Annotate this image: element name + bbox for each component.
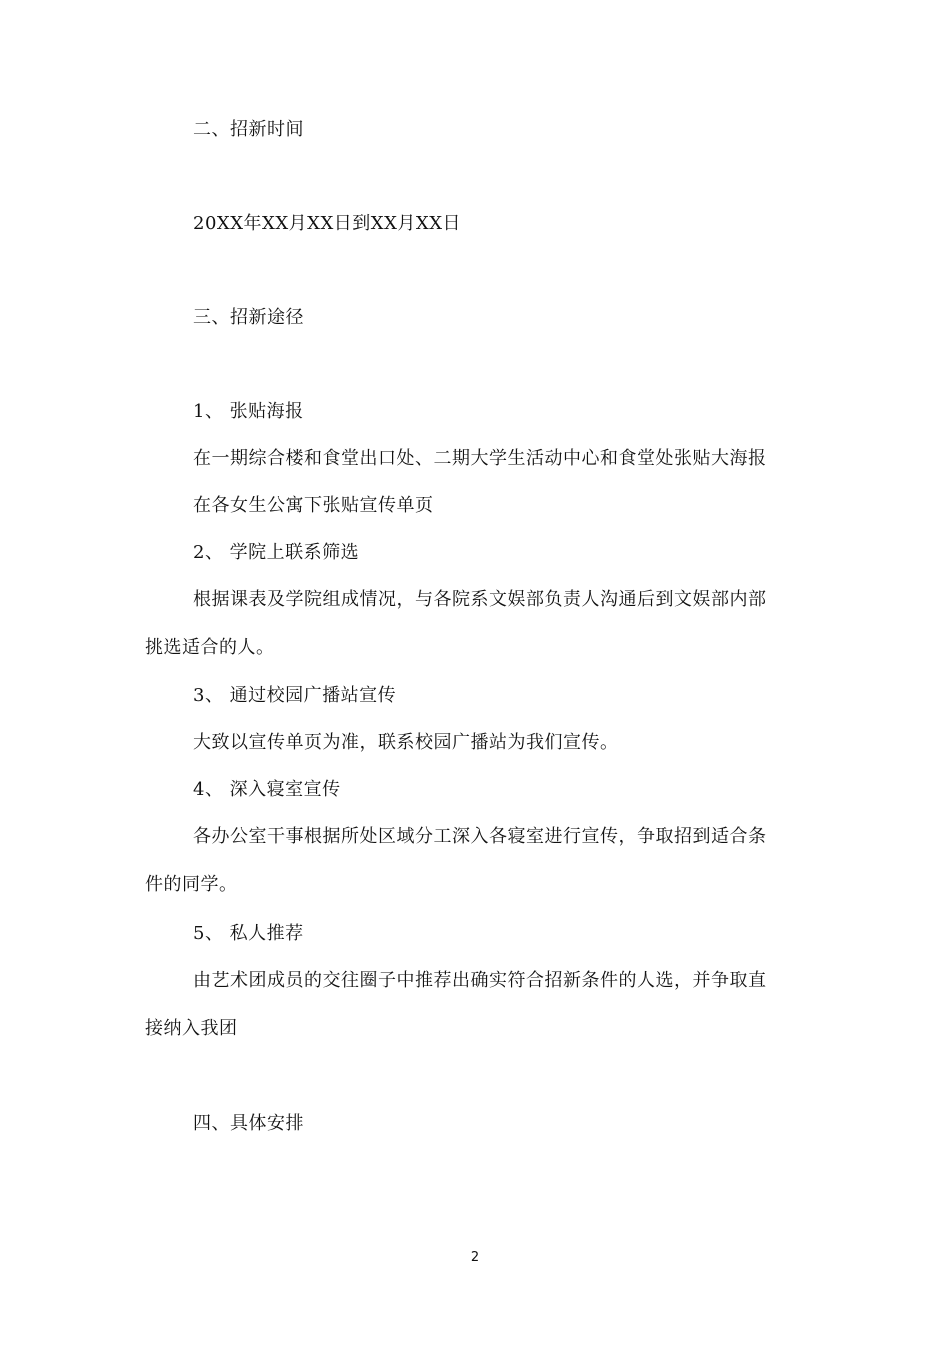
- item-referral-text-line2: 接纳入我团: [145, 1018, 238, 1039]
- item-posters-text-line2: 在各女生公寓下张贴宣传单页: [193, 495, 434, 516]
- item-dormitory-text-line2: 件的同学。: [145, 874, 238, 895]
- item-referral-text-line1: 由艺术团成员的交往圈子中推荐出确实符合招新条件的人选，并争取直: [193, 970, 767, 991]
- item-posters-text-line1: 在一期综合楼和食堂出口处、二期大学生活动中心和食堂处张贴大海报: [193, 448, 767, 469]
- item-heading-dormitory: 4、 深入寝室宣传: [193, 779, 341, 800]
- item-heading-college-screening: 2、 学院上联系筛选: [193, 542, 360, 563]
- section-heading-arrangement: 四、具体安排: [193, 1113, 304, 1134]
- section-heading-recruit-time: 二、招新时间: [193, 119, 304, 140]
- item-radio-text-line1: 大致以宣传单页为准，联系校园广播站为我们宣传。: [193, 732, 619, 753]
- item-college-text-line1: 根据课表及学院组成情况，与各院系文娱部负责人沟通后到文娱部内部: [193, 589, 767, 610]
- section-heading-recruit-channels: 三、招新途径: [193, 307, 304, 328]
- page-number: 2: [470, 1250, 480, 1265]
- item-heading-personal-referral: 5、 私人推荐: [193, 923, 304, 944]
- item-heading-posters: 1、 张贴海报: [193, 401, 304, 422]
- item-dormitory-text-line1: 各办公室干事根据所处区域分工深入各寝室进行宣传，争取招到适合条: [193, 826, 767, 847]
- item-heading-radio-station: 3、 通过校园广播站宣传: [193, 685, 397, 706]
- recruit-date-range: 20XX年XX月XX日到XX月XX日: [193, 213, 462, 234]
- item-college-text-line2: 挑选适合的人。: [145, 637, 275, 658]
